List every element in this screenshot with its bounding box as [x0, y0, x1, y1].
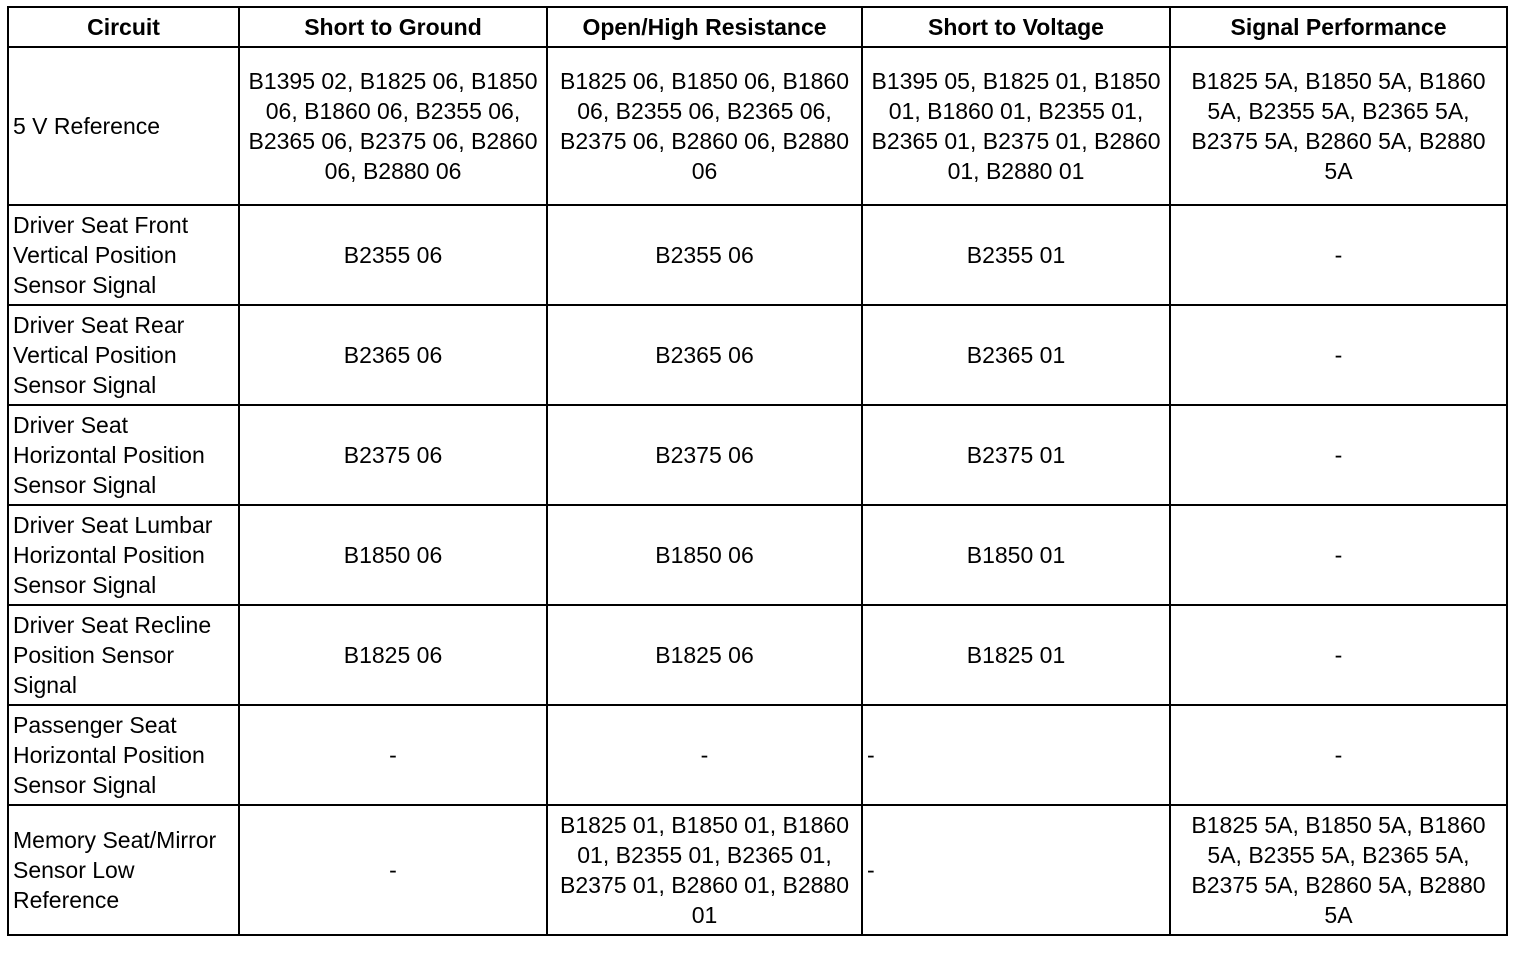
open-high-resistance-cell: B1825 01, B1850 01, B1860 01, B2355 01, B2365 01, B2375 01, B2860 01, B2880 01 [547, 805, 862, 935]
header-signal-performance: Signal Performance [1170, 7, 1507, 47]
header-short-to-voltage: Short to Voltage [862, 7, 1170, 47]
signal-performance-cell: B1825 5A, B1850 5A, B1860 5A, B2355 5A, B2365 5A, B2375 5A, B2860 5A, B2880 5A [1170, 805, 1507, 935]
open-high-resistance-cell: - [547, 705, 862, 805]
dtc-circuit-table [7, 6, 1508, 936]
short-to-voltage-cell: B2365 01 [862, 305, 1170, 405]
short-to-ground-cell: B1395 02, B1825 06, B1850 06, B1860 06, B2355 06, B2365 06, B2375 06, B2860 06, B2880 06 [239, 47, 547, 205]
short-to-voltage-cell: B1850 01 [862, 505, 1170, 605]
signal-performance-cell: B1825 5A, B1850 5A, B1860 5A, B2355 5A, B2365 5A, B2375 5A, B2860 5A, B2880 5A [1170, 47, 1507, 205]
circuit-cell: Driver Seat Recline Position Sensor Signal [8, 605, 239, 705]
open-high-resistance-cell: B1825 06 [547, 605, 862, 705]
short-to-voltage-cell: B1825 01 [862, 605, 1170, 705]
header-circuit: Circuit [8, 7, 239, 47]
table-row [8, 205, 1507, 305]
circuit-cell: 5 V Reference [8, 47, 239, 205]
circuit-cell: Passenger Seat Horizontal Position Sensor Signal [8, 705, 239, 805]
table-row [8, 47, 1507, 205]
circuit-cell: Driver Seat Lumbar Horizontal Position Sensor Signal [8, 505, 239, 605]
circuit-cell: Driver Seat Rear Vertical Position Sensor Signal [8, 305, 239, 405]
header-row [8, 7, 1507, 47]
open-high-resistance-cell: B2365 06 [547, 305, 862, 405]
short-to-ground-cell: - [239, 805, 547, 935]
short-to-voltage-cell: - [862, 805, 1170, 935]
table-row [8, 805, 1507, 935]
signal-performance-cell: - [1170, 305, 1507, 405]
short-to-ground-cell: B1825 06 [239, 605, 547, 705]
signal-performance-cell: - [1170, 205, 1507, 305]
short-to-ground-cell: B2365 06 [239, 305, 547, 405]
circuit-cell: Memory Seat/Mirror Sensor Low Reference [8, 805, 239, 935]
short-to-ground-cell: B1850 06 [239, 505, 547, 605]
circuit-cell: Driver Seat Front Vertical Position Sensor Signal [8, 205, 239, 305]
open-high-resistance-cell: B1850 06 [547, 505, 862, 605]
signal-performance-cell: - [1170, 705, 1507, 805]
header-short-to-ground: Short to Ground [239, 7, 547, 47]
table-row [8, 505, 1507, 605]
header-open-high-resistance: Open/High Resistance [547, 7, 862, 47]
short-to-voltage-cell: B2355 01 [862, 205, 1170, 305]
signal-performance-cell: - [1170, 405, 1507, 505]
short-to-voltage-cell: B2375 01 [862, 405, 1170, 505]
short-to-voltage-cell: - [862, 705, 1170, 805]
table-row [8, 605, 1507, 705]
open-high-resistance-cell: B2355 06 [547, 205, 862, 305]
open-high-resistance-cell: B2375 06 [547, 405, 862, 505]
circuit-cell: Driver Seat Horizontal Position Sensor Signal [8, 405, 239, 505]
open-high-resistance-cell: B1825 06, B1850 06, B1860 06, B2355 06, B2365 06, B2375 06, B2860 06, B2880 06 [547, 47, 862, 205]
short-to-ground-cell: B2375 06 [239, 405, 547, 505]
signal-performance-cell: - [1170, 605, 1507, 705]
short-to-ground-cell: B2355 06 [239, 205, 547, 305]
table-row [8, 705, 1507, 805]
table-row [8, 305, 1507, 405]
signal-performance-cell: - [1170, 505, 1507, 605]
short-to-voltage-cell: B1395 05, B1825 01, B1850 01, B1860 01, B2355 01, B2365 01, B2375 01, B2860 01, B2880 01 [862, 47, 1170, 205]
table-row [8, 405, 1507, 505]
short-to-ground-cell: - [239, 705, 547, 805]
